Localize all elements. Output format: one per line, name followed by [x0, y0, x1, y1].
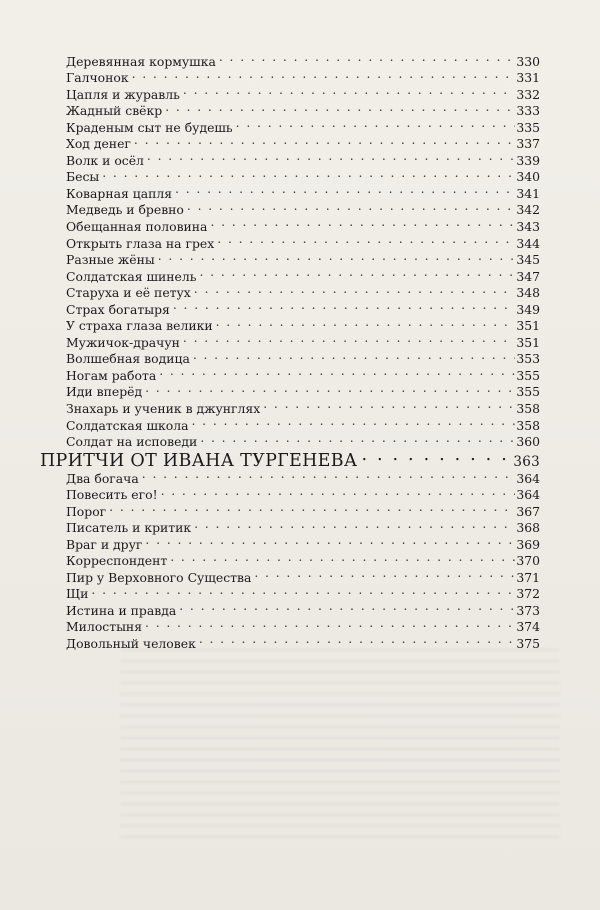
dot-leader	[173, 297, 515, 314]
table-of-contents-part-1	[66, 49, 540, 450]
dot-leader	[179, 598, 515, 615]
toc-entry-title: Ход денег	[66, 136, 131, 152]
toc-entry-title: Старуха и её петух	[66, 285, 191, 301]
section-heading-page: 363	[513, 454, 540, 470]
toc-entry	[66, 181, 540, 201]
dot-leader	[200, 264, 516, 281]
toc-entry-title: Солдатская шинель	[66, 268, 197, 284]
toc-entry-page: 348	[516, 285, 540, 301]
toc-entry-page: 374	[516, 619, 540, 635]
toc-entry-page: 371	[516, 569, 540, 585]
toc-entry	[66, 82, 540, 102]
dot-leader	[145, 615, 515, 632]
toc-entry-page: 351	[516, 334, 540, 350]
toc-entry-page: 339	[516, 152, 540, 168]
toc-entry-page: 347	[516, 268, 540, 284]
toc-entry	[66, 49, 540, 69]
dot-leader	[161, 483, 516, 500]
toc-entry-title: Мужичок-драчун	[66, 334, 180, 350]
toc-entry-title: Разные жёны	[66, 252, 155, 268]
toc-entry	[66, 66, 540, 86]
toc-entry-page: 360	[516, 434, 540, 450]
dot-leader	[91, 582, 515, 599]
toc-entry-title: Щи	[66, 586, 89, 602]
toc-entry-title: Истина и правда	[66, 602, 177, 618]
toc-entry-title: Порог	[66, 503, 107, 519]
dot-leader	[165, 99, 515, 116]
toc-entry-title: Медведь и бревно	[66, 202, 184, 218]
dot-leader	[193, 347, 516, 364]
toc-entry-page: 333	[516, 103, 540, 119]
toc-entry-page: 368	[516, 520, 540, 536]
toc-entry-page: 364	[516, 470, 540, 486]
toc-entry	[66, 132, 540, 152]
dot-leader	[192, 413, 516, 430]
toc-entry-page: 345	[516, 252, 540, 268]
table-of-contents-part-2	[66, 466, 540, 652]
toc-entry	[66, 165, 540, 185]
toc-entry-title: Милостыня	[66, 619, 143, 635]
toc-entry-title: Ногам работа	[66, 367, 157, 383]
dot-leader	[236, 115, 516, 132]
toc-entry-page: 337	[516, 136, 540, 152]
toc-entry-title: Волк и осёл	[66, 152, 144, 168]
dot-leader	[109, 499, 515, 516]
toc-entry-title: У страха глаза велики	[66, 318, 213, 334]
dot-leader	[263, 396, 515, 413]
toc-entry-page: 355	[516, 384, 540, 400]
section-heading-title: ПРИТЧИ ОТ ИВАНА ТУРГЕНЕВА	[40, 451, 358, 471]
toc-entry-title: Иди вперёд	[66, 384, 143, 400]
dot-leader	[134, 132, 515, 149]
toc-entry-page: 375	[516, 636, 540, 652]
dot-leader	[210, 214, 515, 231]
dot-leader	[175, 181, 515, 198]
toc-entry-title: Открыть глаза на грех	[66, 235, 215, 251]
toc-entry	[66, 499, 540, 519]
toc-entry-title: Солдатская школа	[66, 417, 189, 433]
toc-entry-page: 332	[516, 86, 540, 102]
dot-leader	[145, 380, 515, 397]
toc-entry-page: 349	[516, 301, 540, 317]
toc-entry-page: 343	[516, 219, 540, 235]
toc-entry-page: 351	[516, 318, 540, 334]
toc-entry-page: 364	[516, 487, 540, 503]
dot-leader	[217, 231, 515, 248]
toc-entry-title: Корреспондент	[66, 553, 168, 569]
toc-entry-page: 373	[516, 602, 540, 618]
dot-leader	[361, 444, 511, 466]
toc-entry-page: 355	[516, 367, 540, 383]
toc-entry	[66, 516, 540, 536]
toc-entry	[66, 598, 540, 618]
toc-entry	[66, 148, 540, 168]
toc-entry	[66, 466, 540, 486]
toc-entry-title: Деревянная кормушка	[66, 53, 216, 69]
dot-leader	[158, 248, 516, 265]
dot-leader	[145, 532, 515, 549]
toc-entry-title: Волшебная водица	[66, 351, 190, 367]
toc-entry	[66, 582, 540, 602]
dot-leader	[216, 314, 516, 331]
toc-entry-title: Галчонок	[66, 70, 129, 86]
toc-entry-title: Краденым сыт не будешь	[66, 119, 233, 135]
toc-entry-title: Пир у Верховного Существа	[66, 569, 252, 585]
toc-entry-title: Обещанная половина	[66, 219, 208, 235]
toc-entry-page: 358	[516, 417, 540, 433]
toc-entry-title: Писатель и критик	[66, 520, 192, 536]
dot-leader	[219, 49, 516, 66]
toc-entry-title: Два богача	[66, 470, 139, 486]
dot-leader	[254, 565, 515, 582]
dot-leader	[170, 549, 515, 566]
dot-leader	[132, 66, 516, 83]
toc-entry-page: 367	[516, 503, 540, 519]
toc-entry-title: Коварная цапля	[66, 185, 173, 201]
toc-entry-page: 344	[516, 235, 540, 251]
toc-entry-page: 335	[516, 119, 540, 135]
dot-leader	[183, 330, 515, 347]
toc-entry-page: 369	[516, 536, 540, 552]
dot-leader	[147, 148, 515, 165]
toc-entry-title: Повесить его!	[66, 487, 158, 503]
toc-entry-title: Знахарь и ученик в джунглях	[66, 401, 261, 417]
dot-leader	[102, 165, 515, 182]
toc-entry-title: Враг и друг	[66, 536, 143, 552]
toc-entry-page: 342	[516, 202, 540, 218]
toc-entry-title: Цапля и журавль	[66, 86, 180, 102]
toc-entry-page: 370	[516, 553, 540, 569]
toc-entry-page: 353	[516, 351, 540, 367]
section-heading	[40, 444, 540, 471]
dot-leader	[187, 198, 515, 215]
toc-entry-page: 341	[516, 185, 540, 201]
dot-leader	[194, 281, 516, 298]
dot-leader	[142, 466, 516, 483]
toc-entry-page: 330	[516, 53, 540, 69]
toc-entry-title: Жадный свёкр	[66, 103, 163, 119]
toc-entry-page: 372	[516, 586, 540, 602]
dot-leader	[194, 516, 515, 533]
toc-entry-page: 331	[516, 70, 540, 86]
dot-leader	[183, 82, 515, 99]
toc-entry-title: Бесы	[66, 169, 100, 185]
toc-entry-title: Солдат на исповеди	[66, 434, 198, 450]
reverse-side-show-through	[120, 640, 560, 840]
toc-entry-page: 358	[516, 401, 540, 417]
toc-entry-title: Страх богатыря	[66, 301, 170, 317]
dot-leader	[159, 363, 515, 380]
toc-entry-title: Довольный человек	[66, 636, 196, 652]
toc-entry-page: 340	[516, 169, 540, 185]
